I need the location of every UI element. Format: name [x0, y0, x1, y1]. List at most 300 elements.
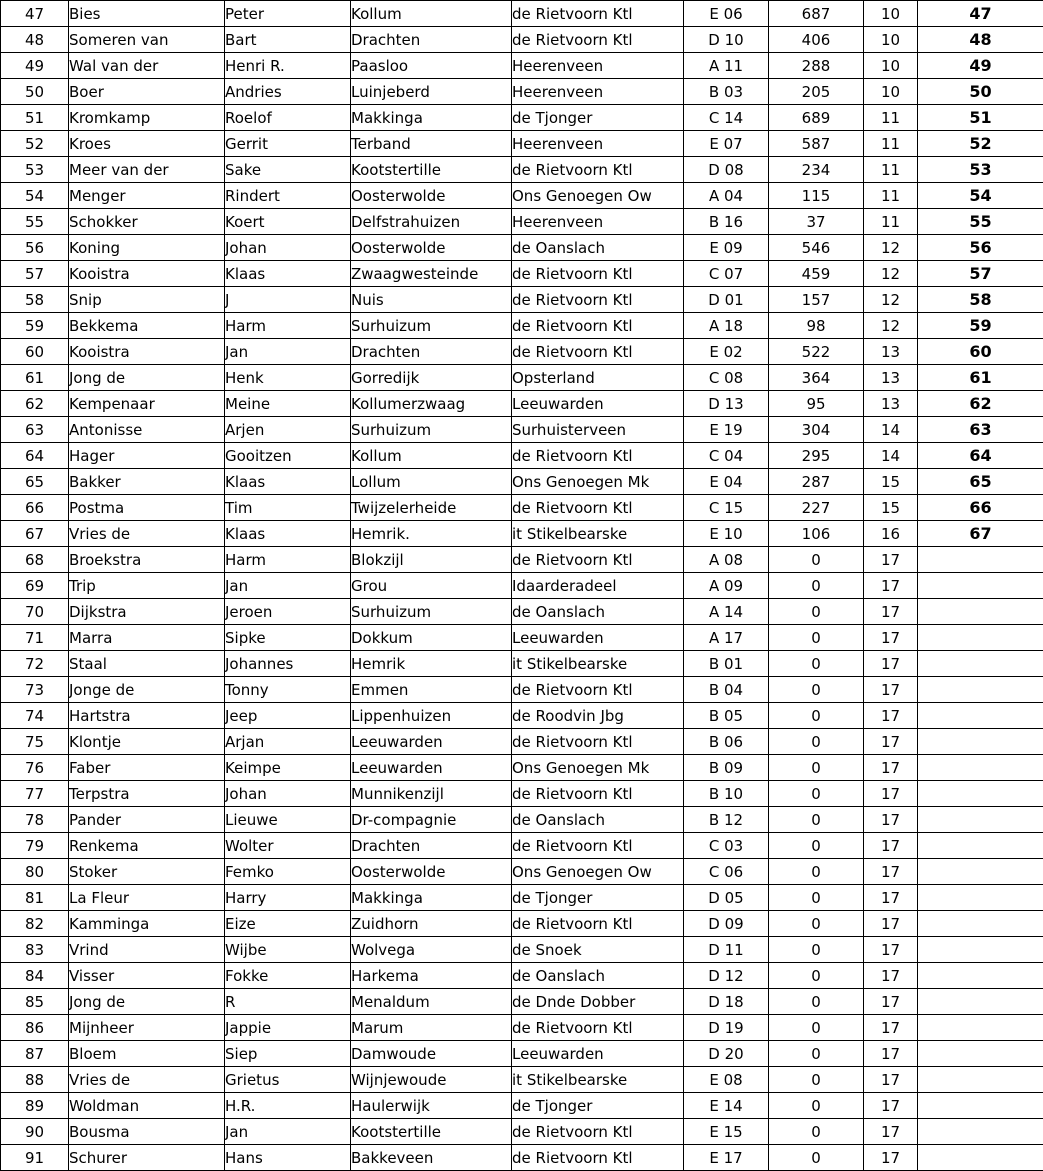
cell-town[interactable]: Drachten	[351, 339, 512, 365]
cell-peg_code[interactable]: B 16	[684, 209, 769, 235]
cell-peg_code[interactable]: E 17	[684, 1145, 769, 1171]
cell-first_name[interactable]: Harry	[225, 885, 351, 911]
cell-first_name[interactable]: Harm	[225, 313, 351, 339]
cell-town[interactable]: Makkinga	[351, 885, 512, 911]
cell-club[interactable]: Ons Genoegen Mk	[512, 755, 684, 781]
cell-group_points[interactable]: 10	[864, 27, 918, 53]
cell-club[interactable]: de Oanslach	[512, 235, 684, 261]
cell-surname[interactable]: Dijkstra	[69, 599, 225, 625]
cell-score[interactable]: 0	[769, 573, 864, 599]
cell-score[interactable]: 0	[769, 599, 864, 625]
cell-town[interactable]: Delfstrahuizen	[351, 209, 512, 235]
cell-position[interactable]: 63	[1, 417, 69, 443]
cell-surname[interactable]: Terpstra	[69, 781, 225, 807]
cell-peg_code[interactable]: B 06	[684, 729, 769, 755]
cell-score[interactable]: 364	[769, 365, 864, 391]
cell-first_name[interactable]: Henk	[225, 365, 351, 391]
cell-surname[interactable]: Snip	[69, 287, 225, 313]
cell-peg_code[interactable]: E 19	[684, 417, 769, 443]
cell-first_name[interactable]: Peter	[225, 1, 351, 27]
cell-position[interactable]: 51	[1, 105, 69, 131]
cell-club[interactable]: de Tjonger	[512, 105, 684, 131]
cell-score[interactable]: 0	[769, 1041, 864, 1067]
cell-final_position[interactable]	[918, 1145, 1043, 1171]
cell-first_name[interactable]: Meine	[225, 391, 351, 417]
cell-town[interactable]: Surhuizum	[351, 599, 512, 625]
cell-first_name[interactable]: Femko	[225, 859, 351, 885]
cell-final_position[interactable]	[918, 781, 1043, 807]
cell-town[interactable]: Gorredijk	[351, 365, 512, 391]
cell-position[interactable]: 47	[1, 1, 69, 27]
cell-surname[interactable]: Kroes	[69, 131, 225, 157]
cell-group_points[interactable]: 13	[864, 339, 918, 365]
cell-club[interactable]: Leeuwarden	[512, 625, 684, 651]
cell-town[interactable]: Wolvega	[351, 937, 512, 963]
cell-town[interactable]: Terband	[351, 131, 512, 157]
cell-peg_code[interactable]: D 09	[684, 911, 769, 937]
cell-score[interactable]: 0	[769, 911, 864, 937]
cell-peg_code[interactable]: C 07	[684, 261, 769, 287]
cell-position[interactable]: 80	[1, 859, 69, 885]
cell-surname[interactable]: Jong de	[69, 989, 225, 1015]
cell-group_points[interactable]: 11	[864, 183, 918, 209]
cell-surname[interactable]: Bies	[69, 1, 225, 27]
cell-surname[interactable]: Meer van der	[69, 157, 225, 183]
cell-club[interactable]: de Rietvoorn Ktl	[512, 443, 684, 469]
cell-score[interactable]: 0	[769, 625, 864, 651]
cell-peg_code[interactable]: E 10	[684, 521, 769, 547]
cell-position[interactable]: 53	[1, 157, 69, 183]
cell-final_position[interactable]: 51	[918, 105, 1043, 131]
cell-position[interactable]: 77	[1, 781, 69, 807]
cell-position[interactable]: 58	[1, 287, 69, 313]
cell-town[interactable]: Dr-compagnie	[351, 807, 512, 833]
cell-town[interactable]: Damwoude	[351, 1041, 512, 1067]
cell-final_position[interactable]: 59	[918, 313, 1043, 339]
cell-group_points[interactable]: 13	[864, 365, 918, 391]
cell-surname[interactable]: Someren van	[69, 27, 225, 53]
cell-score[interactable]: 115	[769, 183, 864, 209]
cell-group_points[interactable]: 17	[864, 1067, 918, 1093]
cell-peg_code[interactable]: D 10	[684, 27, 769, 53]
cell-position[interactable]: 76	[1, 755, 69, 781]
cell-peg_code[interactable]: D 11	[684, 937, 769, 963]
cell-peg_code[interactable]: A 04	[684, 183, 769, 209]
cell-first_name[interactable]: Sipke	[225, 625, 351, 651]
cell-peg_code[interactable]: C 03	[684, 833, 769, 859]
cell-first_name[interactable]: Harm	[225, 547, 351, 573]
cell-group_points[interactable]: 17	[864, 547, 918, 573]
cell-peg_code[interactable]: A 09	[684, 573, 769, 599]
cell-position[interactable]: 67	[1, 521, 69, 547]
cell-final_position[interactable]: 54	[918, 183, 1043, 209]
cell-club[interactable]: de Rietvoorn Ktl	[512, 833, 684, 859]
cell-surname[interactable]: Stoker	[69, 859, 225, 885]
cell-club[interactable]: de Oanslach	[512, 963, 684, 989]
cell-peg_code[interactable]: B 10	[684, 781, 769, 807]
cell-final_position[interactable]: 47	[918, 1, 1043, 27]
cell-surname[interactable]: Marra	[69, 625, 225, 651]
cell-surname[interactable]: Trip	[69, 573, 225, 599]
cell-group_points[interactable]: 17	[864, 807, 918, 833]
cell-final_position[interactable]: 58	[918, 287, 1043, 313]
cell-final_position[interactable]: 57	[918, 261, 1043, 287]
cell-club[interactable]: it Stikelbearske	[512, 1067, 684, 1093]
cell-group_points[interactable]: 17	[864, 729, 918, 755]
cell-score[interactable]: 0	[769, 1067, 864, 1093]
cell-final_position[interactable]: 60	[918, 339, 1043, 365]
cell-club[interactable]: Surhuisterveen	[512, 417, 684, 443]
cell-position[interactable]: 48	[1, 27, 69, 53]
cell-first_name[interactable]: Eize	[225, 911, 351, 937]
cell-group_points[interactable]: 10	[864, 1, 918, 27]
cell-first_name[interactable]: Roelof	[225, 105, 351, 131]
cell-score[interactable]: 0	[769, 703, 864, 729]
cell-position[interactable]: 61	[1, 365, 69, 391]
cell-position[interactable]: 70	[1, 599, 69, 625]
cell-first_name[interactable]: Tonny	[225, 677, 351, 703]
cell-surname[interactable]: Renkema	[69, 833, 225, 859]
cell-score[interactable]: 0	[769, 859, 864, 885]
cell-town[interactable]: Oosterwolde	[351, 235, 512, 261]
cell-first_name[interactable]: Sake	[225, 157, 351, 183]
cell-score[interactable]: 0	[769, 937, 864, 963]
cell-final_position[interactable]	[918, 885, 1043, 911]
cell-position[interactable]: 59	[1, 313, 69, 339]
cell-final_position[interactable]: 48	[918, 27, 1043, 53]
cell-peg_code[interactable]: D 05	[684, 885, 769, 911]
cell-peg_code[interactable]: E 02	[684, 339, 769, 365]
cell-peg_code[interactable]: B 05	[684, 703, 769, 729]
cell-club[interactable]: de Oanslach	[512, 599, 684, 625]
cell-peg_code[interactable]: C 14	[684, 105, 769, 131]
cell-score[interactable]: 0	[769, 1015, 864, 1041]
cell-peg_code[interactable]: E 07	[684, 131, 769, 157]
cell-town[interactable]: Dokkum	[351, 625, 512, 651]
cell-first_name[interactable]: Jan	[225, 339, 351, 365]
cell-score[interactable]: 37	[769, 209, 864, 235]
cell-score[interactable]: 106	[769, 521, 864, 547]
cell-score[interactable]: 205	[769, 79, 864, 105]
cell-first_name[interactable]: Jappie	[225, 1015, 351, 1041]
cell-final_position[interactable]: 61	[918, 365, 1043, 391]
cell-score[interactable]: 0	[769, 807, 864, 833]
cell-score[interactable]: 0	[769, 1119, 864, 1145]
cell-group_points[interactable]: 17	[864, 599, 918, 625]
cell-club[interactable]: de Rietvoorn Ktl	[512, 729, 684, 755]
cell-town[interactable]: Hemrik.	[351, 521, 512, 547]
cell-town[interactable]: Twijzelerheide	[351, 495, 512, 521]
cell-group_points[interactable]: 17	[864, 911, 918, 937]
cell-club[interactable]: de Rietvoorn Ktl	[512, 677, 684, 703]
cell-first_name[interactable]: Rindert	[225, 183, 351, 209]
cell-club[interactable]: Heerenveen	[512, 209, 684, 235]
cell-group_points[interactable]: 17	[864, 989, 918, 1015]
cell-score[interactable]: 459	[769, 261, 864, 287]
cell-first_name[interactable]: Gerrit	[225, 131, 351, 157]
cell-town[interactable]: Kollum	[351, 1, 512, 27]
cell-group_points[interactable]: 16	[864, 521, 918, 547]
cell-town[interactable]: Wijnjewoude	[351, 1067, 512, 1093]
cell-town[interactable]: Kootstertille	[351, 1119, 512, 1145]
cell-group_points[interactable]: 17	[864, 833, 918, 859]
cell-first_name[interactable]: Gooitzen	[225, 443, 351, 469]
cell-peg_code[interactable]: D 13	[684, 391, 769, 417]
cell-first_name[interactable]: Klaas	[225, 469, 351, 495]
cell-final_position[interactable]: 62	[918, 391, 1043, 417]
cell-town[interactable]: Marum	[351, 1015, 512, 1041]
cell-position[interactable]: 57	[1, 261, 69, 287]
cell-town[interactable]: Luinjeberd	[351, 79, 512, 105]
cell-position[interactable]: 65	[1, 469, 69, 495]
cell-peg_code[interactable]: A 17	[684, 625, 769, 651]
cell-peg_code[interactable]: D 12	[684, 963, 769, 989]
cell-peg_code[interactable]: E 04	[684, 469, 769, 495]
cell-town[interactable]: Makkinga	[351, 105, 512, 131]
cell-peg_code[interactable]: A 18	[684, 313, 769, 339]
cell-score[interactable]: 157	[769, 287, 864, 313]
cell-surname[interactable]: Woldman	[69, 1093, 225, 1119]
cell-group_points[interactable]: 14	[864, 443, 918, 469]
cell-first_name[interactable]: Johan	[225, 781, 351, 807]
cell-score[interactable]: 587	[769, 131, 864, 157]
cell-peg_code[interactable]: D 08	[684, 157, 769, 183]
cell-surname[interactable]: Schurer	[69, 1145, 225, 1171]
cell-final_position[interactable]	[918, 703, 1043, 729]
cell-club[interactable]: de Tjonger	[512, 885, 684, 911]
cell-first_name[interactable]: Siep	[225, 1041, 351, 1067]
cell-position[interactable]: 72	[1, 651, 69, 677]
cell-first_name[interactable]: Jeep	[225, 703, 351, 729]
cell-final_position[interactable]	[918, 1041, 1043, 1067]
cell-final_position[interactable]: 66	[918, 495, 1043, 521]
cell-final_position[interactable]	[918, 989, 1043, 1015]
cell-surname[interactable]: Bekkema	[69, 313, 225, 339]
cell-town[interactable]: Grou	[351, 573, 512, 599]
cell-club[interactable]: de Rietvoorn Ktl	[512, 495, 684, 521]
cell-club[interactable]: de Rietvoorn Ktl	[512, 313, 684, 339]
cell-club[interactable]: de Rietvoorn Ktl	[512, 1, 684, 27]
cell-club[interactable]: de Rietvoorn Ktl	[512, 339, 684, 365]
cell-club[interactable]: de Rietvoorn Ktl	[512, 27, 684, 53]
cell-position[interactable]: 82	[1, 911, 69, 937]
cell-surname[interactable]: Postma	[69, 495, 225, 521]
cell-final_position[interactable]: 50	[918, 79, 1043, 105]
cell-club[interactable]: de Rietvoorn Ktl	[512, 1145, 684, 1171]
cell-position[interactable]: 84	[1, 963, 69, 989]
cell-peg_code[interactable]: A 14	[684, 599, 769, 625]
cell-town[interactable]: Leeuwarden	[351, 755, 512, 781]
cell-group_points[interactable]: 11	[864, 157, 918, 183]
cell-final_position[interactable]	[918, 625, 1043, 651]
cell-score[interactable]: 304	[769, 417, 864, 443]
cell-first_name[interactable]: Bart	[225, 27, 351, 53]
cell-club[interactable]: de Snoek	[512, 937, 684, 963]
cell-position[interactable]: 55	[1, 209, 69, 235]
cell-first_name[interactable]: Hans	[225, 1145, 351, 1171]
cell-final_position[interactable]: 67	[918, 521, 1043, 547]
cell-surname[interactable]: Vries de	[69, 521, 225, 547]
cell-group_points[interactable]: 17	[864, 1041, 918, 1067]
cell-group_points[interactable]: 15	[864, 495, 918, 521]
cell-town[interactable]: Menaldum	[351, 989, 512, 1015]
cell-group_points[interactable]: 11	[864, 105, 918, 131]
cell-position[interactable]: 87	[1, 1041, 69, 1067]
cell-score[interactable]: 0	[769, 651, 864, 677]
cell-peg_code[interactable]: B 09	[684, 755, 769, 781]
cell-group_points[interactable]: 17	[864, 677, 918, 703]
cell-surname[interactable]: Bloem	[69, 1041, 225, 1067]
cell-town[interactable]: Haulerwijk	[351, 1093, 512, 1119]
cell-position[interactable]: 73	[1, 677, 69, 703]
cell-group_points[interactable]: 13	[864, 391, 918, 417]
cell-first_name[interactable]: Grietus	[225, 1067, 351, 1093]
cell-score[interactable]: 0	[769, 885, 864, 911]
cell-group_points[interactable]: 17	[864, 885, 918, 911]
cell-club[interactable]: Leeuwarden	[512, 1041, 684, 1067]
cell-score[interactable]: 0	[769, 729, 864, 755]
cell-club[interactable]: Ons Genoegen Mk	[512, 469, 684, 495]
cell-club[interactable]: de Rietvoorn Ktl	[512, 287, 684, 313]
cell-first_name[interactable]: H.R.	[225, 1093, 351, 1119]
cell-surname[interactable]: Klontje	[69, 729, 225, 755]
cell-position[interactable]: 91	[1, 1145, 69, 1171]
cell-town[interactable]: Drachten	[351, 833, 512, 859]
cell-surname[interactable]: Kempenaar	[69, 391, 225, 417]
cell-position[interactable]: 71	[1, 625, 69, 651]
cell-surname[interactable]: Bakker	[69, 469, 225, 495]
cell-score[interactable]: 689	[769, 105, 864, 131]
cell-first_name[interactable]: Johannes	[225, 651, 351, 677]
cell-final_position[interactable]	[918, 1015, 1043, 1041]
cell-surname[interactable]: Wal van der	[69, 53, 225, 79]
cell-surname[interactable]: Kooistra	[69, 261, 225, 287]
cell-surname[interactable]: Faber	[69, 755, 225, 781]
cell-score[interactable]: 406	[769, 27, 864, 53]
cell-group_points[interactable]: 15	[864, 469, 918, 495]
cell-score[interactable]: 227	[769, 495, 864, 521]
cell-town[interactable]: Oosterwolde	[351, 183, 512, 209]
cell-first_name[interactable]: Arjan	[225, 729, 351, 755]
cell-position[interactable]: 90	[1, 1119, 69, 1145]
cell-score[interactable]: 287	[769, 469, 864, 495]
cell-position[interactable]: 79	[1, 833, 69, 859]
cell-score[interactable]: 546	[769, 235, 864, 261]
cell-first_name[interactable]: Henri R.	[225, 53, 351, 79]
cell-group_points[interactable]: 17	[864, 1015, 918, 1041]
cell-group_points[interactable]: 17	[864, 963, 918, 989]
cell-position[interactable]: 75	[1, 729, 69, 755]
cell-final_position[interactable]	[918, 911, 1043, 937]
cell-position[interactable]: 88	[1, 1067, 69, 1093]
cell-peg_code[interactable]: B 12	[684, 807, 769, 833]
cell-final_position[interactable]	[918, 755, 1043, 781]
cell-position[interactable]: 66	[1, 495, 69, 521]
cell-score[interactable]: 0	[769, 1093, 864, 1119]
cell-position[interactable]: 54	[1, 183, 69, 209]
cell-surname[interactable]: Vries de	[69, 1067, 225, 1093]
cell-final_position[interactable]: 64	[918, 443, 1043, 469]
cell-club[interactable]: de Rietvoorn Ktl	[512, 781, 684, 807]
cell-club[interactable]: de Rietvoorn Ktl	[512, 157, 684, 183]
cell-final_position[interactable]: 52	[918, 131, 1043, 157]
cell-first_name[interactable]: Wolter	[225, 833, 351, 859]
cell-town[interactable]: Hemrik	[351, 651, 512, 677]
cell-final_position[interactable]: 65	[918, 469, 1043, 495]
cell-final_position[interactable]	[918, 651, 1043, 677]
cell-town[interactable]: Leeuwarden	[351, 729, 512, 755]
cell-position[interactable]: 62	[1, 391, 69, 417]
cell-town[interactable]: Bakkeveen	[351, 1145, 512, 1171]
cell-position[interactable]: 86	[1, 1015, 69, 1041]
cell-peg_code[interactable]: C 08	[684, 365, 769, 391]
cell-surname[interactable]: Antonisse	[69, 417, 225, 443]
cell-surname[interactable]: Jong de	[69, 365, 225, 391]
cell-final_position[interactable]	[918, 1067, 1043, 1093]
cell-score[interactable]: 522	[769, 339, 864, 365]
cell-club[interactable]: de Rietvoorn Ktl	[512, 1015, 684, 1041]
cell-final_position[interactable]: 53	[918, 157, 1043, 183]
cell-town[interactable]: Emmen	[351, 677, 512, 703]
cell-club[interactable]: Heerenveen	[512, 53, 684, 79]
cell-first_name[interactable]: Andries	[225, 79, 351, 105]
cell-group_points[interactable]: 17	[864, 937, 918, 963]
cell-town[interactable]: Lollum	[351, 469, 512, 495]
cell-town[interactable]: Kollumerzwaag	[351, 391, 512, 417]
cell-peg_code[interactable]: A 08	[684, 547, 769, 573]
cell-final_position[interactable]	[918, 599, 1043, 625]
cell-position[interactable]: 64	[1, 443, 69, 469]
cell-surname[interactable]: Schokker	[69, 209, 225, 235]
cell-club[interactable]: de Rietvoorn Ktl	[512, 261, 684, 287]
cell-surname[interactable]: Visser	[69, 963, 225, 989]
cell-position[interactable]: 85	[1, 989, 69, 1015]
cell-surname[interactable]: Boer	[69, 79, 225, 105]
cell-first_name[interactable]: Lieuwe	[225, 807, 351, 833]
cell-club[interactable]: Heerenveen	[512, 131, 684, 157]
cell-club[interactable]: Leeuwarden	[512, 391, 684, 417]
cell-first_name[interactable]: Koert	[225, 209, 351, 235]
cell-peg_code[interactable]: C 06	[684, 859, 769, 885]
cell-group_points[interactable]: 17	[864, 625, 918, 651]
cell-first_name[interactable]: Jeroen	[225, 599, 351, 625]
cell-score[interactable]: 0	[769, 677, 864, 703]
cell-final_position[interactable]: 56	[918, 235, 1043, 261]
cell-peg_code[interactable]: D 20	[684, 1041, 769, 1067]
cell-group_points[interactable]: 17	[864, 573, 918, 599]
cell-peg_code[interactable]: E 06	[684, 1, 769, 27]
cell-final_position[interactable]	[918, 573, 1043, 599]
cell-peg_code[interactable]: B 03	[684, 79, 769, 105]
cell-peg_code[interactable]: E 15	[684, 1119, 769, 1145]
cell-group_points[interactable]: 11	[864, 209, 918, 235]
cell-score[interactable]: 288	[769, 53, 864, 79]
cell-peg_code[interactable]: E 08	[684, 1067, 769, 1093]
cell-final_position[interactable]	[918, 1119, 1043, 1145]
cell-position[interactable]: 83	[1, 937, 69, 963]
cell-score[interactable]: 0	[769, 963, 864, 989]
cell-final_position[interactable]	[918, 677, 1043, 703]
cell-final_position[interactable]	[918, 859, 1043, 885]
cell-surname[interactable]: Bousma	[69, 1119, 225, 1145]
cell-club[interactable]: it Stikelbearske	[512, 651, 684, 677]
cell-group_points[interactable]: 12	[864, 235, 918, 261]
cell-surname[interactable]: Vrind	[69, 937, 225, 963]
cell-club[interactable]: Ons Genoegen Ow	[512, 859, 684, 885]
cell-club[interactable]: de Roodvin Jbg	[512, 703, 684, 729]
cell-town[interactable]: Blokzijl	[351, 547, 512, 573]
cell-final_position[interactable]	[918, 1093, 1043, 1119]
